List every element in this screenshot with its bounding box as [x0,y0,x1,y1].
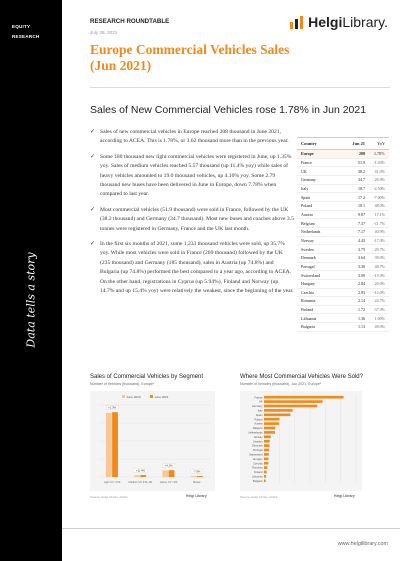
table-cell: -37.9% [373,307,385,313]
category-label: Spain [255,413,263,417]
bullet-text: Sales of new commercial vehicles in Europe reached 208 thousand in June 2021, according to ACEA. This is 1.78%, or 3.62 thousand more than in the previous year. [100,129,289,145]
report-label: RESEARCH ROUNDTABLE [90,18,170,25]
data-label: +11.4% [135,468,146,473]
segment-chart-logo: Helgi Library [186,494,207,498]
table-cell: Lithuania [301,315,317,321]
category-label: Sweden [253,440,263,444]
category-label: Denmark [251,444,263,448]
check-icon: ✓ [90,129,96,135]
segment-chart-subtitle: Number of Vehicles (thousand), Europe* [90,382,155,386]
bar [264,471,267,474]
table-cell: 24.7% [374,298,385,304]
bullet-item [90,206,294,234]
table-row [297,150,389,159]
logo-text [308,14,388,30]
table-cell: 1.13 [358,324,365,330]
table-cell: 3.09 [358,272,365,278]
bar [264,466,267,469]
table-cell: France [301,159,312,165]
table-cell: Poland [301,203,313,209]
table-row [297,193,389,202]
legend-swatch [150,395,153,398]
bar [264,413,290,416]
bar [264,479,266,482]
country-chart-svg [240,391,362,491]
logo-name: Helgi [308,14,343,30]
category-label: Italy [257,409,263,413]
check-icon: ✓ [90,206,96,213]
bar [264,449,269,452]
table-row [297,297,389,306]
category-label: Finland [253,471,263,475]
report-title [90,42,289,74]
legend-swatch [122,395,125,398]
table-cell: 48.7% [374,263,385,269]
table-cell: 20.0% [374,281,385,287]
bullet-text: Most commercial vehicles (51.9 thousand) were sold in France, followed by the UK (38.2 thousand) and Germany (34.7 thousand). Most new buses and coaches above 3.5 tonnes were registered in Germany, France and the UK last month. [100,206,294,232]
table-cell: 26.9% [374,177,385,183]
segment-chart [90,374,235,524]
bar [140,475,146,477]
table-cell: 3.30 [358,263,365,269]
table-cell: Finland [301,307,314,313]
legend-label: June 2020 [126,394,141,399]
table-row [297,323,389,332]
report-title-line-1: Europe Commercial Vehicles Sales [90,42,290,57]
category-label: Netherlands [248,431,263,435]
table-cell: Spain [301,194,311,200]
category-label: Norway [253,435,263,439]
table-row [297,263,389,272]
logo-suffix: Library. [342,14,388,30]
bar [197,476,203,477]
category-label: Light CV <3.5t [103,481,121,484]
table-row [297,185,389,194]
table-row [297,159,389,168]
table-cell: 9.87 [358,211,365,217]
category-label: Medium CV 3.5t–16t [128,481,153,484]
segment-chart-source: Source: Helgi Library, ACEA [90,495,128,499]
bar [106,413,112,477]
header-divider [90,87,390,88]
table-cell: 17.2 [358,194,365,200]
table-cell: 18.7 [358,185,365,191]
table-row [297,280,389,289]
table-row [297,245,389,254]
sidebar [0,0,62,561]
country-chart-logo: Helgi Library [334,494,355,498]
category-label: Lithuania [251,475,263,479]
table-cell: 1.00% [374,315,385,321]
category-label: Austria [254,422,263,426]
legend-label: June 2021 [154,394,169,399]
table-header-cell: Country [301,141,317,146]
table-cell: Bulgaria [301,324,315,330]
segment-chart-frame [90,391,215,491]
data-label: +1.3% [108,405,117,410]
category-label: UK [258,400,263,404]
category-label: Poland [254,418,263,422]
category-label: Belgium [253,427,263,431]
table-cell: 49.0% [374,324,385,330]
footer-url[interactable]: www.helgilibrary.com [337,541,388,547]
summary-bullets [90,128,294,303]
country-chart-frame [240,391,362,491]
table-cell: Germany [301,177,316,183]
table-cell: Denmark [301,255,316,261]
category-label: Hungary [252,457,263,461]
table-row [297,237,389,246]
table-cell: 2.14 [358,298,365,304]
table-header-cell: Jun 21 [352,141,365,146]
table-row [297,202,389,211]
bar [169,470,175,477]
table-cell: 3.75 [358,246,365,252]
table-cell: 1.72 [358,307,365,313]
helgi-logo-icon [289,15,304,30]
table-cell: Czechia [301,289,314,295]
table-cell: 39.0% [374,255,385,261]
table-cell: 2.84 [358,281,365,287]
bar [264,422,279,425]
table-cell: Italy [301,185,309,191]
table-cell: 208 [359,151,365,157]
country-chart [240,374,390,524]
table-cell: Netherlands [301,229,321,235]
table-cell: 7.37 [358,220,365,226]
category-label: Romania [252,466,263,470]
bar [264,444,270,447]
table-cell: 1.36 [358,315,365,321]
table-cell: 1.78% [374,151,385,157]
tag-line-1: EQUITY [12,24,31,29]
bar [134,475,140,477]
category-label: Portugal [252,449,263,453]
country-chart-subtitle: Number of Vehicles (thousand), Jun 2021, Europe* [240,382,322,386]
segment-chart-title: Sales of Commercial Vehicles by Segment [90,374,204,380]
category-label: France [254,396,263,400]
bar [264,453,269,456]
bar [264,418,279,421]
country-chart-source: Source: Helgi Library, ACEA [240,495,278,499]
category-label: Heavy CV >16t [159,481,178,484]
bar [264,440,270,443]
table-cell: -7.00% [373,194,385,200]
table-cell: Romania [301,298,316,304]
table-cell: 4.43 [358,237,365,243]
bar [264,405,317,408]
table-row [297,211,389,220]
bullet-text: Some 180 thousand new light commercial vehicles were registered in June, up 1.35% yoy. Sales of medium vehicles reached 5.57 thousand (up 11.4% yoy) while sales of heavy vehicles amounted to 19.0 thousand vehicles, up 4.10% yoy. Some 2.79 thousand new buses have been delivered in June in Europe, down 7.78% when compared to last year. [100,153,292,198]
helgi-library-logo[interactable] [289,14,388,30]
bar [191,476,197,477]
data-label: +4.1% [164,463,173,468]
table-row [297,219,389,228]
bar [264,457,268,460]
bar [264,396,344,399]
table-row [297,289,389,298]
tag-line-2: RESEARCH [12,34,40,39]
bar [264,462,268,465]
table-cell: -17.0% [373,237,385,243]
table-cell: 2.83 [358,289,365,295]
bullet-item [90,128,294,147]
table-cell: 7.17 [358,229,365,235]
table-cell: Switzerland [301,272,321,278]
bullet-item [90,240,294,296]
table-cell: Hungary [301,281,315,287]
bar [264,431,275,434]
header [62,0,400,86]
bar [162,470,168,477]
table-cell: 38.2 [358,168,365,174]
table-cell: Austria [301,211,313,217]
check-icon: ✓ [90,153,96,160]
table-header-row [297,138,389,150]
report-title-line-2: (Jun 2021) [90,58,152,73]
table-cell: Europe [301,151,314,157]
table-row [297,314,389,323]
table-cell: 48.0% [374,203,385,209]
bullet-text: In the first six months of 2021, some 1,233 thousand vehicles were sold, up 35.7% yoy. While most vehicles were sold in France (269 thousand) followed by the UK (235 thousand) and Germany (185 thousand), sales in Austria (up 74.8%) and Bulgaria (up 74.8%) performed the best compared to a year ago, according to ACEA. On the other hand, registrations in Cyprus (up 5.94%), Finland and Norway (up 14.7% and up 15.4% yoy) were relatively the weakest, since the beginning of the year. [100,241,294,295]
category-label: Buses [193,481,201,484]
table-row [297,167,389,176]
table-cell: -15.0% [373,272,385,278]
table-cell: -1.43% [373,159,385,165]
bar [264,435,271,438]
footer-divider [62,528,400,529]
table-row [297,306,389,315]
bar [264,427,275,430]
table-row [297,271,389,280]
category-label: Switzerland [249,453,263,457]
table-cell: -12.0% [373,289,385,295]
table-cell: 51.9 [358,159,365,165]
table-cell: 10.1 [358,203,365,209]
category-label: Bulgaria [252,479,263,483]
country-chart-title: Where Most Commercial Vehicles Were Sold? [240,374,363,380]
equity-research-tag [12,22,39,42]
sidebar-motto: Data tells a story [24,252,38,348]
table-cell: -2.50% [373,185,385,191]
table-cell: Belgium [301,220,315,226]
bar [112,412,118,477]
table-cell: 17.1% [374,211,385,217]
bar [264,400,323,403]
bullet-item [90,153,294,200]
bar [264,409,293,412]
table-cell: 34.7 [358,177,365,183]
country-sales-table [297,137,389,332]
data-label: -7.8% [193,469,201,474]
table-row [297,254,389,263]
segment-chart-svg [90,391,215,491]
table-row [297,176,389,185]
table-cell: 29.7% [374,246,385,252]
table-row [297,228,389,237]
article-headline: Sales of New Commercial Vehicles rose 1.78% in Jun 2021 [90,104,367,116]
table-cell: 40.9% [374,229,385,235]
table-cell: UK [301,168,307,174]
table-cell: -11.7% [373,220,385,226]
table-cell: Sweden [301,246,314,252]
category-label: Czechia [253,462,263,466]
table-cell: Portugal [301,263,315,269]
table-cell: Norway [301,237,314,243]
report-date: July 28, 2021 [90,30,118,35]
bar [264,475,266,478]
table-cell: 3.64 [358,255,365,261]
category-label: Germany [251,405,263,409]
table-header-cell: YoY [376,141,385,146]
table-cell: 41.0% [374,168,385,174]
check-icon: ✓ [90,241,96,248]
